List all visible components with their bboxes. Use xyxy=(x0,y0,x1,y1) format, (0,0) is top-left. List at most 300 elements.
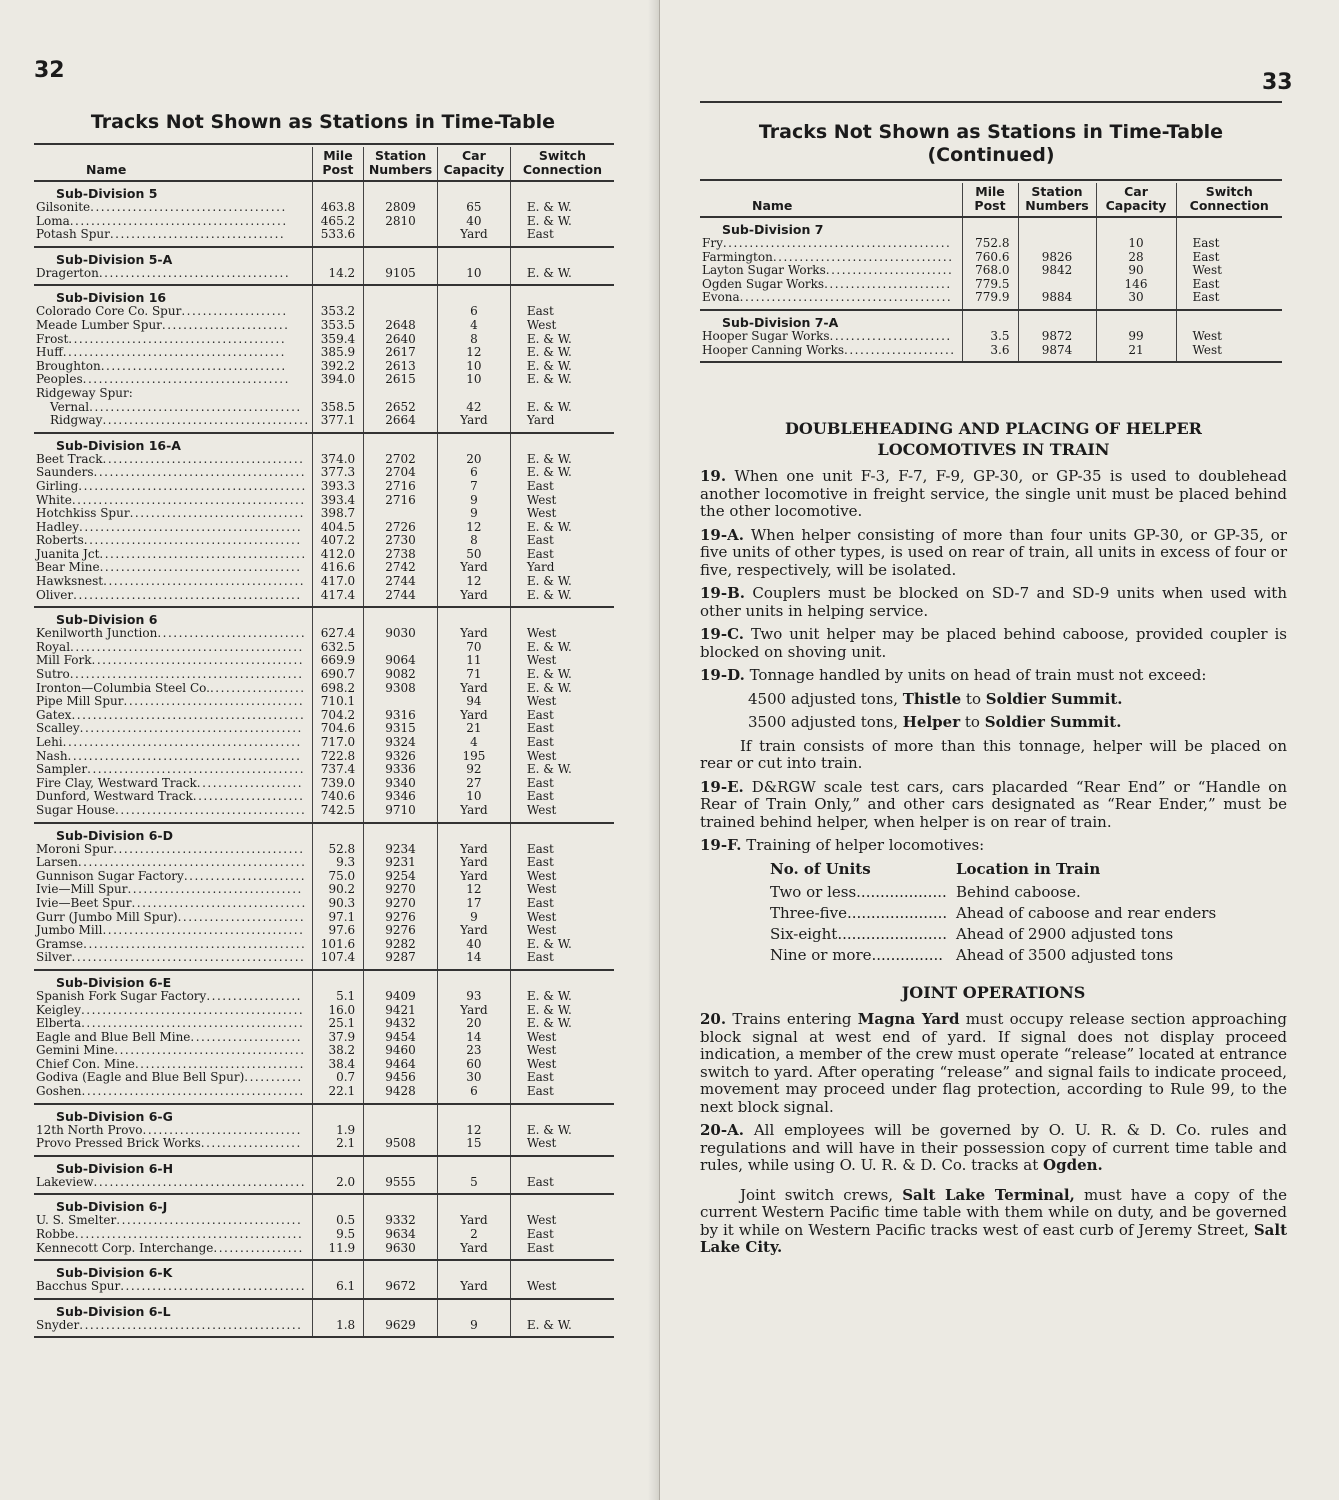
subdivision-name: Sub-Division 16-A xyxy=(56,437,181,453)
switch-connection: West xyxy=(510,654,614,668)
empty-cell xyxy=(364,1299,438,1319)
car-capacity: Yard xyxy=(437,561,510,575)
table-row xyxy=(34,1214,614,1228)
car-capacity: 30 xyxy=(437,1071,510,1085)
track-name-text: Chief Con. Mine xyxy=(36,1056,135,1071)
empty-cell xyxy=(364,1260,438,1280)
leader-dots: .......................................... xyxy=(81,1084,305,1099)
track-name xyxy=(34,924,312,938)
car-capacity: 20 xyxy=(437,453,510,467)
car-capacity: 27 xyxy=(437,777,510,791)
col-name: Name xyxy=(700,183,962,217)
track-name xyxy=(34,1228,312,1242)
station-number: 2744 xyxy=(364,589,438,608)
track-name-text: Silver xyxy=(36,950,72,965)
table-row xyxy=(34,575,614,589)
car-capacity: Yard xyxy=(437,1280,510,1299)
switch-connection: E. & W. xyxy=(510,763,614,777)
car-capacity: 20 xyxy=(437,1017,510,1031)
mile-post: 779.9 xyxy=(962,291,1018,310)
track-name xyxy=(34,990,312,1004)
car-capacity: 12 xyxy=(437,346,510,360)
station-number: 9324 xyxy=(364,736,438,750)
empty-cell xyxy=(437,433,510,453)
track-name xyxy=(34,790,312,804)
units-cell xyxy=(770,945,956,966)
car-capacity: 60 xyxy=(437,1058,510,1072)
empty-cell xyxy=(312,247,363,267)
units-text: Two or less xyxy=(770,883,857,901)
mile-post: 465.2 xyxy=(312,215,363,229)
car-capacity: Yard xyxy=(437,1242,510,1261)
station-number: 9254 xyxy=(364,870,438,884)
table-row xyxy=(700,344,1282,363)
track-name xyxy=(34,911,312,925)
switch-connection: West xyxy=(510,494,614,508)
track-name-text: Gilsonite xyxy=(36,200,91,214)
mile-post: 417.4 xyxy=(312,589,363,608)
track-name-text: Hadley xyxy=(36,519,80,534)
doubleheading-heading: DOUBLEHEADING AND PLACING OF HELPER LOCOMOTIVES IN TRAIN xyxy=(785,419,1202,459)
table-row xyxy=(700,264,1282,278)
switch-connection: West xyxy=(510,1031,614,1045)
station-number: 9332 xyxy=(364,1214,438,1228)
mile-post: 2.0 xyxy=(312,1176,363,1195)
table-row xyxy=(34,1137,614,1156)
table-row xyxy=(700,251,1282,265)
table-row xyxy=(34,722,614,736)
leader-dots: .......................................... xyxy=(81,1016,305,1031)
switch-connection: E. & W. xyxy=(510,575,614,589)
station-number: 2640 xyxy=(364,333,438,347)
car-capacity: 12 xyxy=(437,521,510,535)
leader-dots: .................... xyxy=(196,775,304,790)
track-name-text: Keigley xyxy=(36,1002,81,1017)
leader-dots: ................................ xyxy=(134,1056,305,1071)
station-number: 9826 xyxy=(1018,251,1096,265)
empty-cell xyxy=(312,823,363,843)
track-name xyxy=(34,1319,312,1338)
table-row xyxy=(34,790,614,804)
empty-cell xyxy=(312,181,363,201)
tonnage-line-2: 3500 adjusted tons, Helper to Soldier Summit. xyxy=(748,713,1122,731)
empty-cell xyxy=(364,181,438,201)
switch-connection: West xyxy=(1176,330,1282,344)
switch-connection: Yard xyxy=(510,414,614,433)
col-mile-post: Mile Post xyxy=(962,183,1018,217)
track-name-text: Meade Lumber Spur xyxy=(36,317,162,332)
table-row xyxy=(34,856,614,870)
subdivision-name: Sub-Division 5-A xyxy=(56,251,173,267)
mile-post: 704.2 xyxy=(312,709,363,723)
table-row xyxy=(34,924,614,938)
table-row xyxy=(34,1228,614,1242)
leader-dots: .......................................... xyxy=(79,519,303,534)
track-name xyxy=(34,360,312,374)
track-name-text: Robbe xyxy=(36,1227,75,1242)
subdivision-heading xyxy=(34,1299,614,1319)
track-name xyxy=(34,938,312,952)
car-capacity: Yard xyxy=(437,709,510,723)
table-row xyxy=(34,682,614,696)
mile-post xyxy=(312,387,363,401)
car-capacity: 6 xyxy=(437,305,510,319)
table-row xyxy=(34,750,614,764)
track-name xyxy=(34,1044,312,1058)
table-row xyxy=(34,1071,614,1085)
col-switch-connection: Switch Connection xyxy=(510,147,614,181)
track-name xyxy=(34,1085,312,1104)
switch-connection: West xyxy=(510,695,614,709)
leader-dots: ..................... xyxy=(844,342,956,357)
leader-dots: ............................................ xyxy=(71,950,306,965)
switch-connection: E. & W. xyxy=(510,1319,614,1338)
switch-connection: E. & W. xyxy=(510,641,614,655)
station-number: 2744 xyxy=(364,575,438,589)
units-row xyxy=(770,924,1216,945)
car-capacity: Yard xyxy=(437,682,510,696)
track-name xyxy=(34,373,312,387)
track-name-text: Loma xyxy=(36,213,70,228)
switch-connection: E. & W. xyxy=(510,1017,614,1031)
units-cell xyxy=(770,903,956,924)
switch-connection: West xyxy=(510,1137,614,1156)
units-row xyxy=(770,882,1216,903)
switch-connection: West xyxy=(510,319,614,333)
table-row xyxy=(34,548,614,562)
car-capacity: 17 xyxy=(437,897,510,911)
switch-connection: West xyxy=(510,804,614,823)
leader-dots: ........................ xyxy=(161,317,290,332)
track-name xyxy=(34,843,312,857)
station-number: 9432 xyxy=(364,1017,438,1031)
car-capacity: 71 xyxy=(437,668,510,682)
leader-dots: ................................... xyxy=(120,1279,307,1294)
track-name-text: U. S. Smelter xyxy=(36,1213,117,1228)
empty-cell xyxy=(1096,310,1176,330)
switch-connection: E. & W. xyxy=(510,990,614,1004)
empty-cell xyxy=(312,1194,363,1214)
empty-cell xyxy=(437,1260,510,1280)
mile-post: 739.0 xyxy=(312,777,363,791)
switch-connection: West xyxy=(510,1280,614,1299)
car-capacity: 6 xyxy=(437,466,510,480)
switch-connection: E. & W. xyxy=(510,938,614,952)
leader-dots: ..................... xyxy=(190,1029,303,1044)
switch-connection: East xyxy=(510,790,614,804)
top-rule-right xyxy=(700,101,1282,103)
mile-post: 0.5 xyxy=(312,1214,363,1228)
mile-post: 25.1 xyxy=(312,1017,363,1031)
leader-dots: ............................ xyxy=(157,626,307,641)
table-row xyxy=(34,951,614,970)
units-table-header xyxy=(770,861,1216,883)
track-name-text: Provo Pressed Brick Works xyxy=(36,1136,201,1151)
car-capacity: Yard xyxy=(437,843,510,857)
page-number-right: 33 xyxy=(1262,70,1293,95)
track-name xyxy=(34,201,312,215)
track-name xyxy=(34,1017,312,1031)
subdivision-heading xyxy=(34,285,614,305)
car-capacity: 10 xyxy=(437,360,510,374)
track-name xyxy=(34,534,312,548)
switch-connection: West xyxy=(510,507,614,521)
table-row xyxy=(34,804,614,823)
track-name-text: 12th North Provo xyxy=(36,1122,143,1137)
col-station-numbers: Station Numbers xyxy=(364,147,438,181)
car-capacity: Yard xyxy=(437,1214,510,1228)
station-number: 9276 xyxy=(364,911,438,925)
location-text: Ahead of 3500 adjusted tons xyxy=(956,946,1174,964)
table-row xyxy=(700,330,1282,344)
mile-post: 377.3 xyxy=(312,466,363,480)
switch-connection: E. & W. xyxy=(510,1004,614,1018)
track-name xyxy=(34,736,312,750)
empty-cell xyxy=(437,1194,510,1214)
table-row xyxy=(34,843,614,857)
table-row xyxy=(34,319,614,333)
mile-post: 393.3 xyxy=(312,480,363,494)
empty-cell xyxy=(510,285,614,305)
station-number: 9340 xyxy=(364,777,438,791)
units-text: Six-eight xyxy=(770,925,838,943)
mile-post: 37.9 xyxy=(312,1031,363,1045)
station-number: 2738 xyxy=(364,548,438,562)
location-text: Behind caboose. xyxy=(956,883,1081,901)
mile-post: 722.8 xyxy=(312,750,363,764)
empty-cell xyxy=(312,970,363,990)
leader-dots: ................................. xyxy=(131,895,307,910)
track-name-text: Bacchus Spur xyxy=(36,1279,121,1294)
switch-connection: East xyxy=(510,1085,614,1104)
subdivision-name: Sub-Division 16 xyxy=(56,290,167,306)
rule-20a: 20-A. All employees will be governed by O. U. R. & D. Co. rules and regulations and will have in their possession copy of current time table and rules, while using O. U. R. & D. Co. tracks at Ogden. xyxy=(700,1121,1287,1174)
leader-dots: ....................................... xyxy=(99,546,307,561)
title-rule-left xyxy=(34,143,614,145)
subdivision-heading xyxy=(34,823,614,843)
empty-cell xyxy=(364,1104,438,1124)
mile-post: 14.2 xyxy=(312,267,363,286)
switch-connection: E. & W. xyxy=(510,682,614,696)
car-capacity: Yard xyxy=(437,856,510,870)
right-page-title-continued: (Continued) xyxy=(927,144,1055,166)
rules-text xyxy=(700,418,1287,1263)
leader-dots: ................................... xyxy=(100,358,287,373)
empty-cell xyxy=(437,607,510,627)
track-name-text: Ogden Sugar Works xyxy=(702,276,825,291)
leader-dots: ................................... xyxy=(116,1213,303,1228)
track-name xyxy=(34,682,312,696)
station-number: 9326 xyxy=(364,750,438,764)
car-capacity: 14 xyxy=(437,1031,510,1045)
table-row xyxy=(34,1319,614,1338)
col-station-numbers: Station Numbers xyxy=(1018,183,1096,217)
track-name-text: Elberta xyxy=(36,1016,82,1031)
track-name-text: Mill Fork xyxy=(36,653,92,668)
track-name-text: Snyder xyxy=(36,1317,80,1332)
station-number: 9634 xyxy=(364,1228,438,1242)
table-row xyxy=(34,763,614,777)
leader-dots: ........................ xyxy=(177,909,306,924)
track-name-text: Lehi xyxy=(36,735,63,749)
track-name-text: Hooper Sugar Works xyxy=(702,328,830,343)
track-name-text: Dunford, Westward Track xyxy=(36,789,193,804)
mile-post: 412.0 xyxy=(312,548,363,562)
switch-connection: E. & W. xyxy=(510,346,614,360)
track-name xyxy=(34,750,312,764)
track-name xyxy=(34,695,312,709)
table-row xyxy=(34,360,614,374)
station-number: 2726 xyxy=(364,521,438,535)
car-capacity: 40 xyxy=(437,938,510,952)
units-text: Three-five xyxy=(770,904,848,922)
track-name xyxy=(34,1004,312,1018)
switch-connection: East xyxy=(510,480,614,494)
track-name-text: Peoples xyxy=(36,372,83,387)
switch-connection: East xyxy=(510,897,614,911)
track-name xyxy=(34,951,312,970)
table-row xyxy=(34,305,614,319)
switch-connection: West xyxy=(510,924,614,938)
leader-dots: ......................................... xyxy=(68,331,287,346)
mile-post: 398.7 xyxy=(312,507,363,521)
empty-cell xyxy=(1018,217,1096,237)
switch-connection: East xyxy=(510,1071,614,1085)
station-number: 9842 xyxy=(1018,264,1096,278)
car-capacity: 70 xyxy=(437,641,510,655)
table-row xyxy=(34,777,614,791)
station-number: 9872 xyxy=(1018,330,1096,344)
table-row xyxy=(34,521,614,535)
track-name xyxy=(34,1280,312,1299)
table-row xyxy=(34,709,614,723)
empty-cell xyxy=(437,823,510,843)
track-name-text: Frost xyxy=(36,331,69,346)
track-name xyxy=(34,228,312,247)
empty-cell xyxy=(312,1260,363,1280)
subdivision-heading xyxy=(700,217,1282,237)
units-cell xyxy=(770,882,956,903)
track-name xyxy=(34,561,312,575)
mile-post: 392.2 xyxy=(312,360,363,374)
track-name-text: Layton Sugar Works xyxy=(702,263,826,278)
table-row xyxy=(34,1044,614,1058)
car-capacity: 9 xyxy=(437,1319,510,1338)
switch-connection: West xyxy=(1176,344,1282,363)
car-capacity: 50 xyxy=(437,548,510,562)
switch-connection: E. & W. xyxy=(510,267,614,286)
mile-post: 669.9 xyxy=(312,654,363,668)
leader-dots: .................................. xyxy=(123,694,305,709)
empty-cell xyxy=(364,1194,438,1214)
track-name-text: Ridgway xyxy=(50,413,103,428)
car-capacity: 40 xyxy=(437,215,510,229)
mile-post: 377.1 xyxy=(312,414,363,433)
switch-connection: West xyxy=(510,1044,614,1058)
mile-post: 768.0 xyxy=(962,264,1018,278)
mile-post: 90.3 xyxy=(312,897,363,911)
empty-cell xyxy=(962,310,1018,330)
car-capacity: 5 xyxy=(437,1176,510,1195)
leader-dots: ............................................ xyxy=(70,639,304,654)
empty-cell xyxy=(1018,310,1096,330)
table-row xyxy=(34,990,614,1004)
mile-post: 627.4 xyxy=(312,627,363,641)
leader-dots: ................................. xyxy=(129,506,305,521)
subdivision-heading xyxy=(34,181,614,201)
station-number: 2615 xyxy=(364,373,438,387)
leader-dots: ............................................ xyxy=(67,748,302,763)
table-row xyxy=(34,1280,614,1299)
mile-post: 9.3 xyxy=(312,856,363,870)
switch-connection: East xyxy=(510,843,614,857)
car-capacity: 42 xyxy=(437,401,510,415)
track-name xyxy=(34,548,312,562)
station-number: 2704 xyxy=(364,466,438,480)
rule-19: 19. When one unit F-3, F-7, F-9, GP-30, or GP-35 is used to doublehead another locomotive in freight service, the single unit must be placed behind the other locomotive. xyxy=(700,467,1287,520)
table-row xyxy=(34,897,614,911)
track-name xyxy=(34,883,312,897)
track-name xyxy=(700,237,962,251)
mile-post: 533.6 xyxy=(312,228,363,247)
track-name-text: Broughton xyxy=(36,358,101,373)
leader-dots: ....................... xyxy=(183,868,307,883)
empty-cell xyxy=(364,247,438,267)
car-capacity: 11 xyxy=(437,654,510,668)
track-name xyxy=(700,251,962,265)
track-name xyxy=(700,278,962,292)
station-number: 9456 xyxy=(364,1071,438,1085)
track-name-text: Gurr (Jumbo Mill Spur) xyxy=(36,909,178,924)
leader-dots: ........................................... xyxy=(722,236,952,250)
car-capacity: 93 xyxy=(437,990,510,1004)
station-number: 9308 xyxy=(364,682,438,696)
track-name xyxy=(34,897,312,911)
table-row xyxy=(34,333,614,347)
track-name-text: Hooper Canning Works xyxy=(702,342,845,357)
car-capacity: 23 xyxy=(437,1044,510,1058)
track-name-text: Moroni Spur xyxy=(36,841,114,856)
car-capacity: 15 xyxy=(437,1137,510,1156)
leader-dots: ........................................ xyxy=(93,1174,307,1189)
rule-19d-note: If train consists of more than this tonnage, helper will be placed on rear or cut into train. xyxy=(700,736,1287,772)
switch-connection: West xyxy=(510,1058,614,1072)
mile-post: 385.9 xyxy=(312,346,363,360)
mile-post: 359.4 xyxy=(312,333,363,347)
track-name xyxy=(34,777,312,791)
leader-dots: .................................. xyxy=(772,249,954,264)
subdivision-heading xyxy=(34,607,614,627)
leader-dots: ...................................... xyxy=(102,451,305,466)
track-name xyxy=(700,344,962,363)
track-name-text: Kenilworth Junction xyxy=(36,626,158,641)
table-row xyxy=(34,1085,614,1104)
track-name xyxy=(34,333,312,347)
station-number: 9287 xyxy=(364,951,438,970)
switch-connection: East xyxy=(510,548,614,562)
station-number: 9082 xyxy=(364,668,438,682)
units-row xyxy=(770,945,1216,966)
track-name xyxy=(34,575,312,589)
empty-cell xyxy=(312,433,363,453)
empty-cell xyxy=(510,1194,614,1214)
switch-connection: E. & W. xyxy=(510,333,614,347)
leader-dots: ............................................. xyxy=(62,735,302,749)
station-number: 9234 xyxy=(364,843,438,857)
switch-connection: West xyxy=(510,911,614,925)
subdivision-name: Sub-Division 6 xyxy=(56,612,158,628)
track-name-text: Sampler xyxy=(36,762,88,777)
